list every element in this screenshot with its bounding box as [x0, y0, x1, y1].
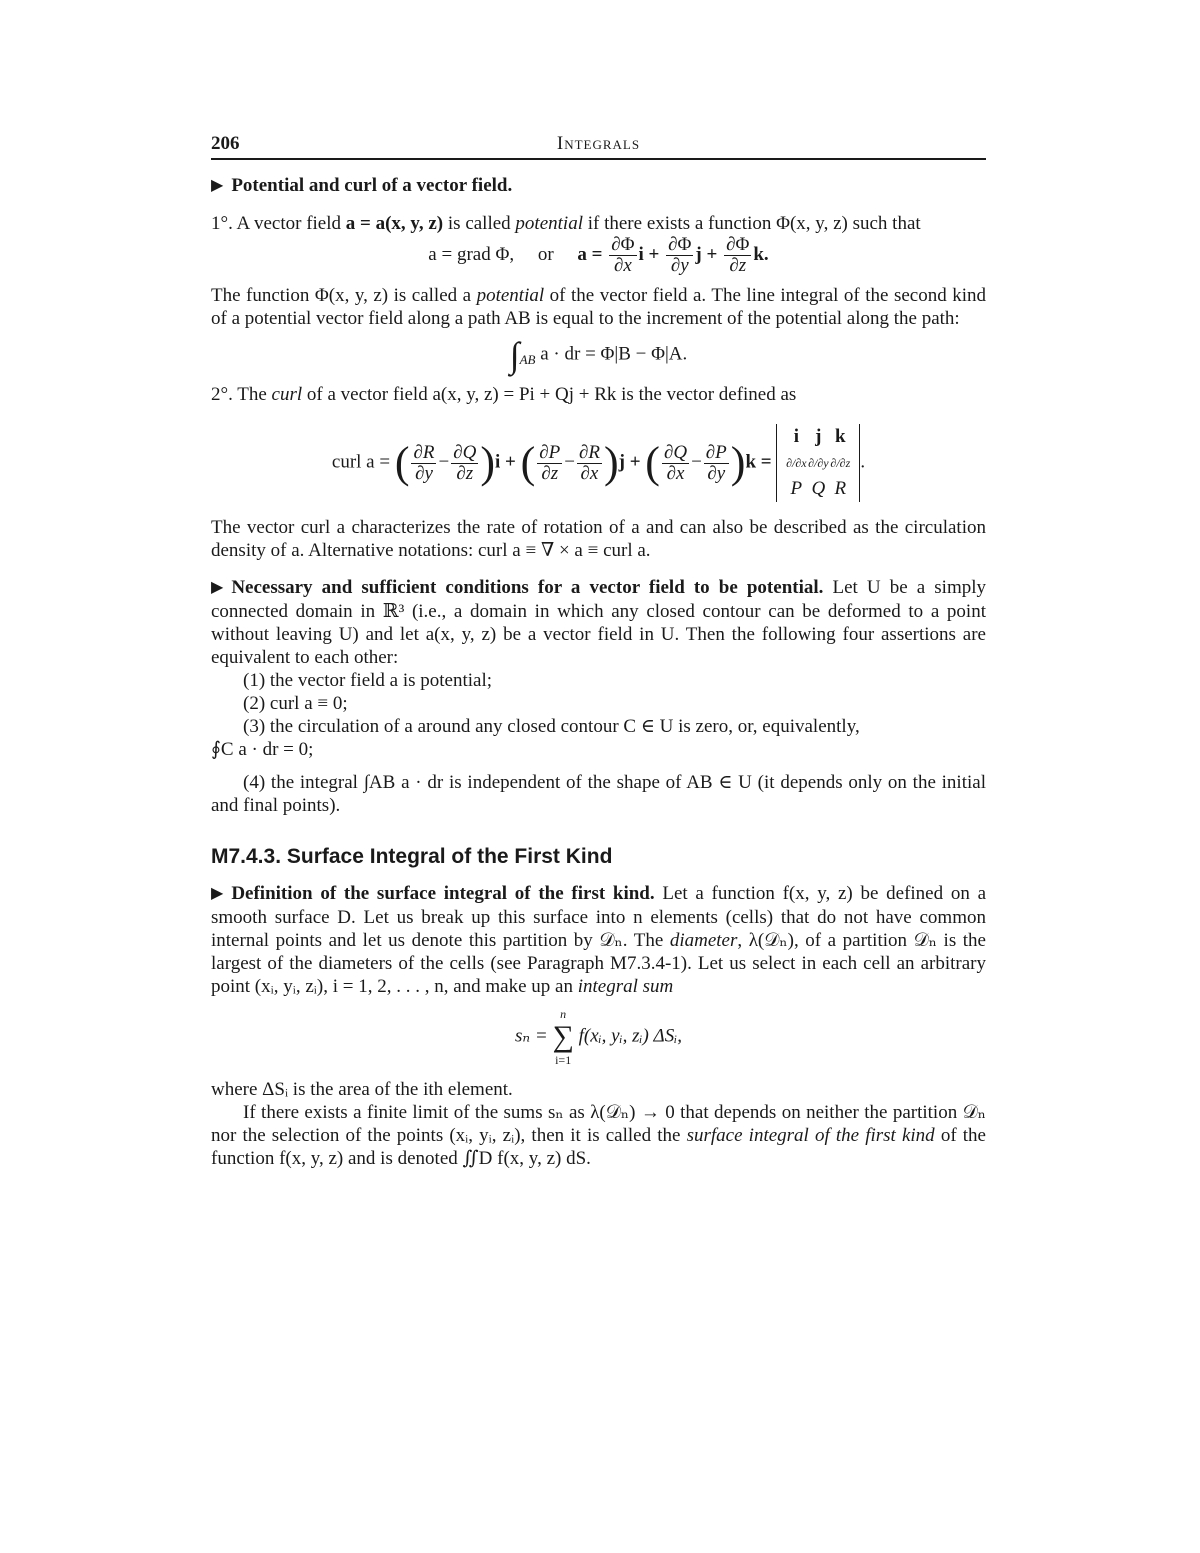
text-run: a = a(x, y, z) [345, 213, 444, 234]
text-run: Let U be a simply connected domain in ℝ³ (i.e., a domain in which any closed contour can be deformed to a point without leaving U) and let a(x, y, z) be a vector field in U. Then the following four assertions are equivalent to each other: [211, 577, 987, 669]
text-run: Let a function f(x, y, z) be defined on a smooth surface D. Let us break up this surface into n elements (cells) that do not have common internal points and let us denote this partition by 𝒟ₙ. The [211, 883, 986, 952]
det-cell: ∂/∂z [830, 456, 851, 471]
subsection-title: Definition of the surface integral of the first kind. [231, 883, 655, 905]
equation-integral-sum [211, 1006, 986, 1068]
numerator: ∂R [578, 441, 600, 463]
text-run: , λ(𝒟ₙ), of a partition 𝒟ₙ is the largest of the diameters of the cells (see Paragraph M7.3.4-1). Let us select in each cell an arbitrary point (xᵢ, yᵢ, zᵢ), i = 1, 2, . . . , n, and make up an [211, 930, 986, 998]
numerator: ∂Φ [726, 234, 750, 255]
det-cell: i [793, 426, 799, 448]
text-run: 1°. A vector field [211, 213, 346, 234]
page-header [211, 128, 986, 160]
fraction [662, 443, 689, 484]
emphasis: surface integral of the first kind [686, 1125, 935, 1147]
denominator: ∂x [580, 462, 599, 484]
det-cell: k [835, 426, 846, 448]
left-paren: ( [520, 438, 536, 488]
emphasis: diameter [669, 930, 738, 952]
right-paren: ) [480, 438, 495, 488]
det-cell: Q [811, 478, 826, 500]
fraction [411, 443, 436, 484]
triangle-bullet-icon: ▶ [211, 579, 224, 597]
eq-term: k = [745, 451, 772, 473]
right-paren: ) [730, 438, 746, 488]
emphasis: potential [515, 213, 583, 234]
eq-term: a · dr = Φ|B − Φ|A. [540, 343, 688, 365]
right-paren: ) [603, 438, 619, 488]
paragraph-conditions [211, 576, 986, 669]
paragraph-potential-def [211, 212, 986, 235]
eq-term: − [691, 451, 702, 473]
condition-item-2: (2) curl a ≡ 0; [243, 693, 348, 715]
page [211, 128, 986, 1170]
sum-lower-limit: i=1 [555, 1053, 572, 1068]
denominator: ∂x [613, 255, 632, 276]
text-run: The function Φ(x, y, z) is called a [211, 285, 477, 306]
paragraph-potential-line-integral [211, 284, 986, 330]
subsection-title: Potential and curl of a vector field. [231, 175, 513, 196]
emphasis: potential [476, 285, 545, 306]
integral-subscript: AB [519, 352, 536, 368]
condition-item-4 [211, 771, 986, 817]
fraction [537, 443, 562, 484]
triangle-bullet-icon: ▶ [211, 177, 224, 194]
eq-term: k. [753, 243, 769, 265]
fraction [724, 235, 751, 276]
text-run: (4) the integral [243, 772, 364, 794]
text-run: if there exists a function Φ(x, y, z) such that [582, 213, 921, 234]
det-cell: ∂/∂y [808, 456, 829, 471]
subsection-potential-heading [211, 174, 986, 198]
paragraph-area: where ΔSᵢ is the area of the ith element. [211, 1079, 513, 1101]
text-run: of the function f(x, y, z) and is denoted ∬D f(x, y, z) dS. [211, 1125, 986, 1170]
numerator: ∂Q [663, 441, 688, 463]
numerator: ∂P [705, 441, 727, 463]
numerator: ∂P [539, 441, 561, 463]
left-paren: ( [645, 438, 660, 488]
numerator: ∂Φ [668, 234, 692, 255]
det-cell: P [790, 478, 803, 500]
eq-term: i + [494, 451, 516, 473]
eq-term: . [860, 451, 866, 473]
left-paren: ( [394, 438, 410, 488]
denominator: ∂y [415, 462, 433, 484]
text-run: If there exists a finite limit of the sums sₙ as λ(𝒟ₙ) → 0 that depends on neither the partition 𝒟ₙ nor the selection of the points (xᵢ, yᵢ, zᵢ), then it is called the [211, 1102, 986, 1147]
sigma-icon: ∑ [552, 1020, 574, 1054]
fraction [666, 235, 693, 276]
denominator: ∂z [729, 255, 747, 276]
condition-item-3: (3) the circulation of a around any closed contour C ∈ U is zero, or, equivalently, [243, 716, 860, 738]
det-row [785, 424, 851, 450]
eq-term: a = grad Φ, [428, 243, 515, 265]
eq-term: f(xᵢ, yᵢ, zᵢ) ΔSᵢ, [578, 1025, 682, 1047]
emphasis: curl [271, 384, 303, 406]
subsection-title: Necessary and sufficient conditions for a vector field to be potential. [231, 577, 824, 599]
eq-term: sₙ = [515, 1025, 548, 1047]
determinant [776, 424, 860, 502]
equation-gradient [211, 235, 986, 276]
integral-icon: ∫ [509, 335, 520, 375]
summation [552, 1006, 573, 1068]
section-title: M7.4.3. Surface Integral of the First Kind [211, 845, 613, 869]
denominator: ∂z [541, 462, 559, 484]
paragraph-surface-def [211, 882, 986, 998]
eq-term: − [438, 451, 450, 473]
denominator: ∂y [670, 255, 689, 276]
det-row [785, 476, 851, 502]
text-run: 2°. The [211, 384, 272, 406]
equation-line-integral [211, 335, 986, 375]
text-run: of a vector field a(x, y, z) = Pi + Qj + Rk is the vector defined as [302, 384, 797, 406]
triangle-bullet-icon: ▶ [211, 885, 224, 903]
condition-item-1: (1) the vector field a is potential; [243, 670, 493, 692]
emphasis: integral sum [577, 976, 674, 998]
text-run: ∫AB a · dr [363, 772, 444, 794]
eq-term: j + [618, 451, 641, 473]
paragraph-curl-meaning: The vector curl a characterizes the rate of rotation of a and can also be described as the circulation density of a. Alternative notations: curl a ≡ ∇ × a ≡ curl a. [211, 517, 986, 562]
text-run: is called [443, 213, 516, 234]
fraction [704, 443, 729, 484]
condition-item-3-equation: ∮C a · dr = 0; [211, 739, 314, 761]
eq-term: i + [638, 243, 660, 265]
eq-term: or [537, 243, 554, 265]
paragraph-curl-def [211, 383, 986, 406]
paragraph-surface-integral [211, 1101, 986, 1170]
eq-term: j + [695, 243, 718, 265]
eq-term: − [564, 451, 575, 473]
denominator: ∂x [666, 462, 685, 484]
det-row [785, 450, 851, 476]
denominator: ∂z [456, 462, 474, 484]
det-cell: j [815, 426, 822, 448]
numerator: ∂Q [453, 441, 477, 463]
running-title: Integrals [556, 133, 641, 154]
numerator: ∂Φ [611, 234, 635, 255]
det-cell: ∂/∂x [786, 456, 807, 471]
text-run: of the vector field a. The line integral of the second kind of a potential vector field along a path AB is equal to the increment of the potential along the path: [211, 285, 987, 329]
sum-upper-limit: n [560, 1007, 567, 1022]
det-cell: R [834, 478, 847, 500]
numerator: ∂R [413, 441, 435, 463]
denominator: ∂y [707, 462, 726, 484]
equation-curl [211, 424, 986, 502]
text-run: is independent of the shape of AB ∈ U (it depends only on the initial and final points). [211, 772, 986, 817]
fraction [451, 443, 478, 484]
fraction [577, 443, 602, 484]
page-number: 206 [211, 133, 240, 154]
fraction [609, 235, 636, 276]
eq-term: a = [577, 243, 603, 265]
eq-term: curl a = [331, 451, 391, 473]
